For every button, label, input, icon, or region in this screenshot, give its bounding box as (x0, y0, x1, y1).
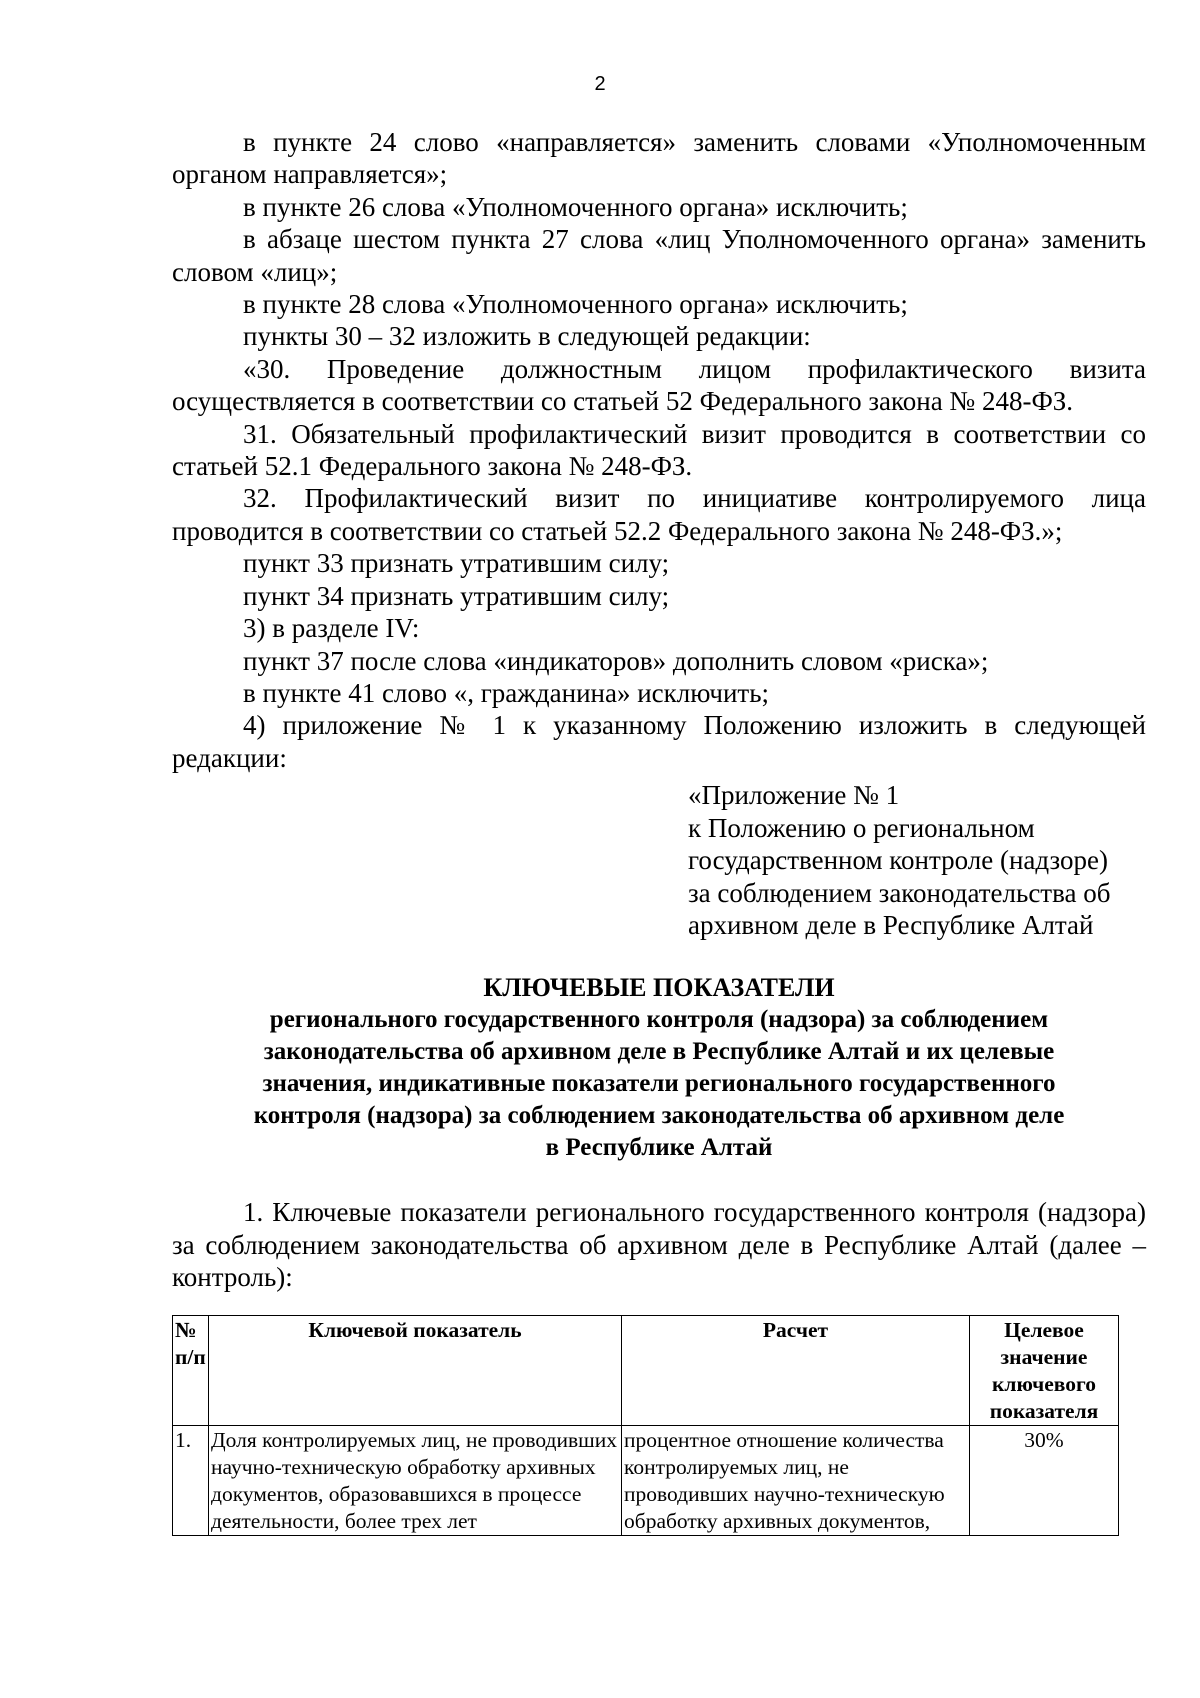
paragraph-10: пункт 34 признать утратившим силу; (243, 580, 670, 611)
paragraph-5: пункты 30 – 32 изложить в следующей редакции: (243, 321, 811, 352)
paragraph-2: в пункте 26 слова «Уполномоченного органа» исключить; (243, 191, 908, 222)
header-indicator: Ключевой показатель (209, 1316, 622, 1426)
paragraph-13: в пункте 41 слово «, гражданина» исключить; (243, 677, 770, 708)
intro-text (172, 1196, 1146, 1294)
heading-line: законодательства об архивном деле в Республике Алтай и их целевые (263, 1038, 1055, 1065)
section-heading (172, 972, 1146, 1164)
paragraph-6: «30. Проведение должностным лицом профилактического визита осуществляется в соответствии со статьей 52 Федерального закона № 248-ФЗ. (172, 353, 1146, 417)
paragraph-14: 4) приложение № 1 к указанному Положению изложить в следующей редакции: (172, 710, 1146, 773)
amendments-text (172, 126, 1146, 774)
paragraph-8: 32. Профилактический визит по инициативе контролируемого лица проводится в соответствии со статьей 52.2 Федерального закона № 248-ФЗ.»; (172, 483, 1146, 546)
paragraph-11: 3) в разделе IV: (243, 613, 420, 644)
appendix-reference (688, 779, 1158, 942)
paragraph-12: пункт 37 после слова «индикаторов» дополнить словом «риска»; (243, 645, 989, 676)
heading-title: КЛЮЧЕВЫЕ ПОКАЗАТЕЛИ (483, 973, 835, 1002)
appendix-line: к Положению о региональном (688, 812, 1035, 843)
heading-line: регионального государственного контроля (надзора) за соблюдением (269, 1006, 1049, 1033)
appendix-line: за соблюдением законодательства об (688, 877, 1111, 908)
header-calculation: Расчет (622, 1316, 970, 1426)
page-number: 2 (594, 73, 606, 95)
paragraph-1: в пункте 24 слово «направляется» заменить словами «Уполномоченным органом направляется»; (172, 127, 1146, 190)
cell-num: 1. (173, 1426, 209, 1536)
heading-line: контроля (надзора) за соблюдением законодательства об архивном деле (253, 1102, 1065, 1129)
cell-indicator: Доля контролируемых лиц, не проводивших научно-техническую обработку архивных документов, образовавшихся в процессе деятельности, более трех лет (209, 1426, 622, 1536)
header-num: № п/п (173, 1316, 209, 1426)
appendix-line: архивном деле в Республике Алтай (688, 910, 1094, 940)
table-row (173, 1426, 1119, 1536)
paragraph-9: пункт 33 признать утратившим силу; (243, 548, 670, 579)
heading-line: в Республике Алтай (545, 1134, 773, 1161)
paragraph-4: в пункте 28 слова «Уполномоченного органа» исключить; (243, 289, 908, 320)
appendix-line: «Приложение № 1 (688, 780, 900, 810)
heading-line: значения, индикативные показатели регионального государственного (262, 1070, 1056, 1097)
paragraph-3: в абзаце шестом пункта 27 слова «лиц Уполномоченного органа» заменить словом «лиц»; (172, 224, 1146, 287)
table-header-row (173, 1316, 1119, 1426)
appendix-line: государственном контроле (надзоре) (688, 845, 1108, 875)
intro-paragraph: 1. Ключевые показатели регионального государственного контроля (надзора) за соблюдением законодательства об архивном деле в Республике Алтай (далее – контроль): (172, 1197, 1146, 1292)
header-target: Целевое значение ключевого показателя (970, 1316, 1119, 1426)
cell-target: 30% (970, 1426, 1119, 1536)
key-indicators-table (172, 1315, 1119, 1536)
paragraph-7: 31. Обязательный профилактический визит проводится в соответствии со статьей 52.1 Федерального закона № 248-ФЗ. (172, 418, 1146, 482)
cell-calculation: процентное отношение количества контролируемых лиц, не проводивших научно-техническую обработку архивных документов, (622, 1426, 970, 1536)
